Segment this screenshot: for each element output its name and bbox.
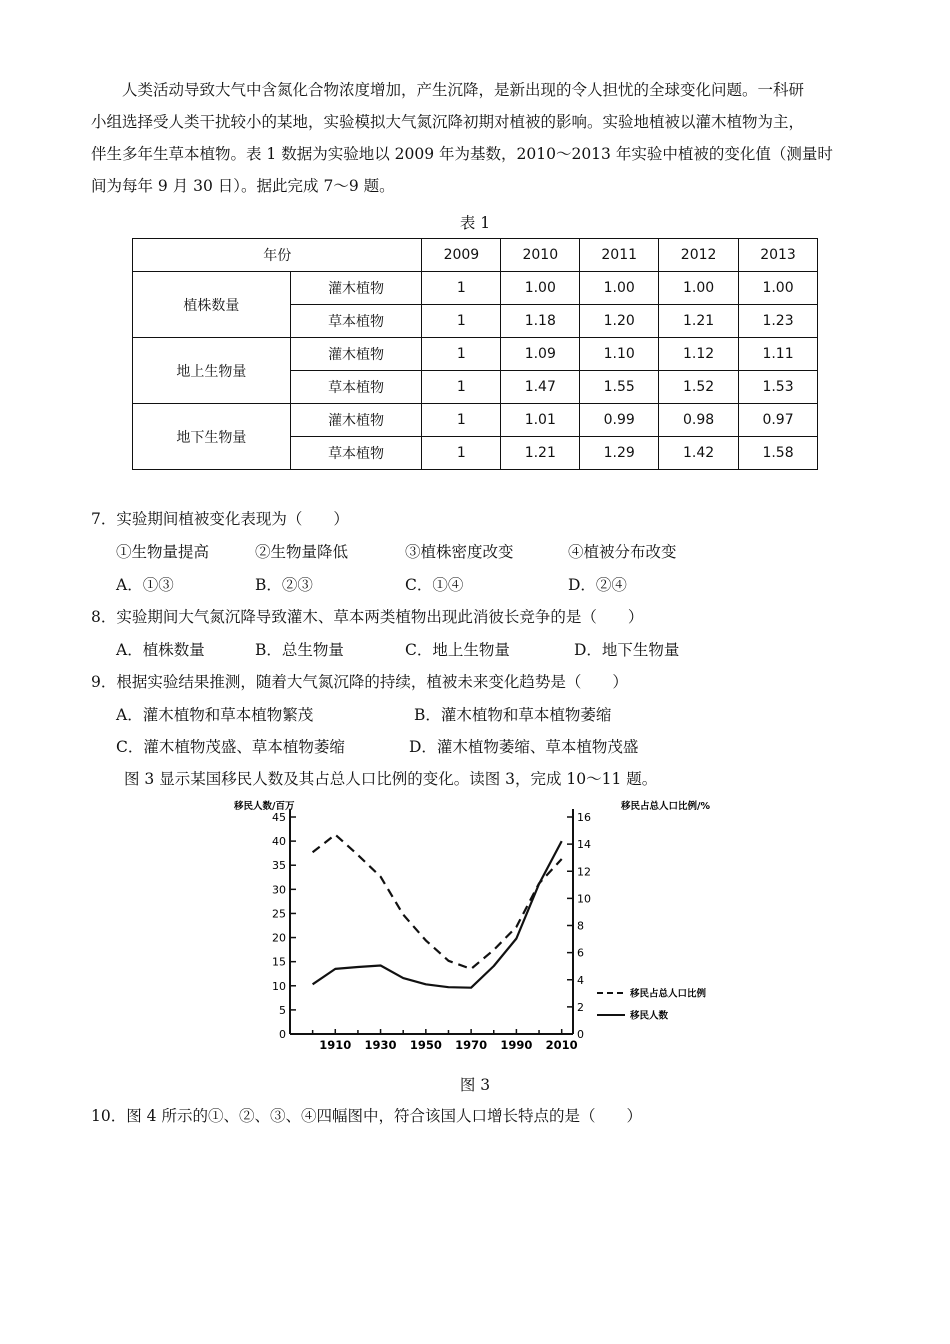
x-tick-label: 1930 xyxy=(364,1038,397,1052)
figure-3-intro: 图 3 显示某国移民人数及其占总人口比例的变化。读图 3，完成 10～11 题。 xyxy=(124,770,658,788)
q7-item: ④植被分布改变 xyxy=(568,543,677,561)
y-right-tick-label: 6 xyxy=(577,946,584,960)
y-left-tick-label: 20 xyxy=(272,931,286,945)
q7-item: ①生物量提高 xyxy=(116,543,210,561)
y-right-tick-label: 12 xyxy=(577,865,591,879)
header-year: 2011 xyxy=(580,239,659,272)
intro-paragraph xyxy=(91,74,871,202)
table-cell: 1.58 xyxy=(739,437,818,470)
table-row xyxy=(133,272,818,305)
group-label: 植株数量 xyxy=(133,272,291,338)
vegetation-table xyxy=(132,238,818,470)
intro-line: 小组选择受人类干扰较小的某地，实验模拟大气氮沉降初期对植被的影响。实验地植被以灌木植物为主， xyxy=(91,113,805,131)
table-cell: 1 xyxy=(422,371,501,404)
series-count-line xyxy=(313,841,562,988)
question-9-stem: 9．根据实验结果推测，随着大气氮沉降的持续，植被未来变化趋势是（ ） xyxy=(91,673,628,691)
y-right-tick-label: 14 xyxy=(577,838,591,852)
figure-3-caption: 图 3 xyxy=(459,1076,491,1094)
header-year: 2013 xyxy=(739,239,818,272)
plant-type: 灌木植物 xyxy=(290,272,422,305)
y-left-tick-label: 15 xyxy=(272,955,286,969)
y-left-tick-label: 45 xyxy=(272,811,286,824)
q7-option-d[interactable]: D．②④ xyxy=(568,576,627,594)
q7-option-a[interactable]: A．①③ xyxy=(116,576,174,594)
table-cell: 1.53 xyxy=(739,371,818,404)
y-right-tick-label: 10 xyxy=(577,892,591,906)
intro-line: 人类活动导致大气中含氮化合物浓度增加，产生沉降，是新出现的令人担忧的全球变化问题。一科研 xyxy=(122,81,805,99)
table-cell: 1 xyxy=(422,305,501,338)
x-tick-label: 2010 xyxy=(545,1038,578,1052)
table-cell: 1.00 xyxy=(659,272,739,305)
table-cell: 1.11 xyxy=(739,338,818,371)
table-cell: 1.18 xyxy=(501,305,580,338)
table-cell: 1.01 xyxy=(501,404,580,437)
table-cell: 0.97 xyxy=(739,404,818,437)
table-cell: 1.00 xyxy=(501,272,580,305)
table-cell: 1 xyxy=(422,404,501,437)
q7-option-c[interactable]: C．①④ xyxy=(405,576,464,594)
q8-option-c[interactable]: C．地上生物量 xyxy=(405,641,510,659)
y-left-tick-label: 25 xyxy=(272,907,286,921)
header-year: 2010 xyxy=(501,239,580,272)
intro-line: 间为每年 9 月 30 日）。据此完成 7～9 题。 xyxy=(91,177,395,195)
legend-label-ratio: 移民占总人口比例 xyxy=(630,988,707,1000)
plant-type: 草本植物 xyxy=(290,371,422,404)
q8-option-d[interactable]: D．地下生物量 xyxy=(574,641,680,659)
legend-label-count: 移民人数 xyxy=(630,1010,669,1022)
plant-type: 草本植物 xyxy=(290,437,422,470)
table-cell: 1.00 xyxy=(739,272,818,305)
table-cell: 1.55 xyxy=(580,371,659,404)
table-row xyxy=(133,404,818,437)
group-label: 地上生物量 xyxy=(133,338,291,404)
q7-option-b[interactable]: B．②③ xyxy=(255,576,313,594)
left-axis-title: 移民人数/百万 xyxy=(234,801,295,812)
table-caption: 表 1 xyxy=(459,214,491,232)
table-row xyxy=(133,338,818,371)
table-cell: 1.21 xyxy=(501,437,580,470)
table-header-row xyxy=(133,239,818,272)
y-right-tick-label: 8 xyxy=(577,919,584,933)
y-left-tick-label: 0 xyxy=(279,1028,286,1041)
table-cell: 1.09 xyxy=(501,338,580,371)
y-left-tick-label: 30 xyxy=(272,883,286,897)
intro-line: 伴生多年生草本植物。表 1 数据为实验地以 2009 年为基数，2010～2013 年实验中植被的变化值（测量时 xyxy=(91,145,833,163)
table-cell: 1.52 xyxy=(659,371,739,404)
series-ratio-line xyxy=(313,835,562,969)
table-cell: 1 xyxy=(422,272,501,305)
table-cell: 1.20 xyxy=(580,305,659,338)
header-year: 2009 xyxy=(422,239,501,272)
question-10-stem: 10．图 4 所示的①、②、③、④四幅图中，符合该国人口增长特点的是（ ） xyxy=(91,1107,642,1125)
table-cell: 1 xyxy=(422,437,501,470)
figure-3-chart xyxy=(232,793,719,1063)
plant-type: 草本植物 xyxy=(290,305,422,338)
table-cell: 0.99 xyxy=(580,404,659,437)
table-cell: 1.29 xyxy=(580,437,659,470)
header-year: 2012 xyxy=(659,239,739,272)
q7-item: ②生物量降低 xyxy=(255,543,349,561)
group-label: 地下生物量 xyxy=(133,404,291,470)
x-tick-label: 1950 xyxy=(409,1038,442,1052)
table-cell: 1 xyxy=(422,338,501,371)
y-left-tick-label: 40 xyxy=(272,835,286,849)
chart-svg xyxy=(232,793,719,1063)
x-tick-label: 1990 xyxy=(500,1038,533,1052)
y-right-tick-label: 2 xyxy=(577,1000,584,1014)
table-cell: 0.98 xyxy=(659,404,739,437)
x-tick-label: 1910 xyxy=(319,1038,352,1052)
y-right-tick-label: 0 xyxy=(577,1028,584,1041)
y-right-tick-label: 4 xyxy=(577,973,584,987)
question-8-stem: 8．实验期间大气氮沉降导致灌木、草本两类植物出现此消彼长竞争的是（ ） xyxy=(91,608,644,626)
q8-option-b[interactable]: B．总生物量 xyxy=(255,641,344,659)
table-cell: 1.23 xyxy=(739,305,818,338)
y-left-tick-label: 10 xyxy=(272,979,286,993)
q9-option-b[interactable]: B．灌木植物和草本植物萎缩 xyxy=(414,706,612,724)
table-cell: 1.12 xyxy=(659,338,739,371)
q9-option-d[interactable]: D．灌木植物萎缩、草本植物茂盛 xyxy=(409,738,639,756)
table-cell: 1.00 xyxy=(580,272,659,305)
x-tick-label: 1970 xyxy=(455,1038,488,1052)
table-cell: 1.42 xyxy=(659,437,739,470)
q8-option-a[interactable]: A．植株数量 xyxy=(116,641,205,659)
plant-type: 灌木植物 xyxy=(290,338,422,371)
table-cell: 1.47 xyxy=(501,371,580,404)
q9-option-c[interactable]: C．灌木植物茂盛、草本植物萎缩 xyxy=(116,738,345,756)
q9-option-a[interactable]: A．灌木植物和草本植物繁茂 xyxy=(116,706,314,724)
y-left-tick-label: 35 xyxy=(272,859,286,873)
question-7-stem: 7．实验期间植被变化表现为（ ） xyxy=(91,510,349,528)
q7-item: ③植株密度改变 xyxy=(405,543,514,561)
right-axis-title: 移民占总人口比例/% xyxy=(621,801,710,812)
y-right-tick-label: 16 xyxy=(577,811,591,824)
y-left-tick-label: 5 xyxy=(279,1003,286,1017)
header-year-label: 年份 xyxy=(133,239,422,272)
table-cell: 1.10 xyxy=(580,338,659,371)
plant-type: 灌木植物 xyxy=(290,404,422,437)
table-cell: 1.21 xyxy=(659,305,739,338)
